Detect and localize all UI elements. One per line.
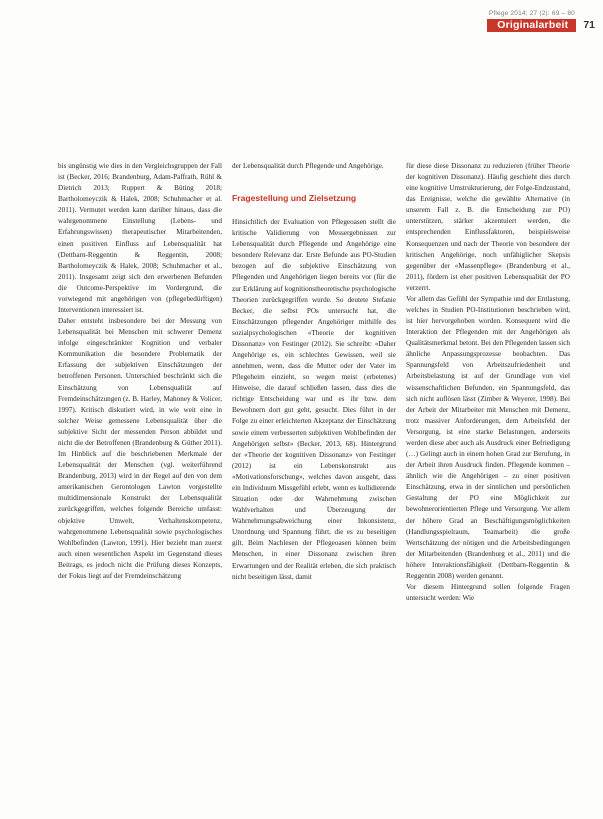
section-header <box>487 19 603 32</box>
paragraph: bis ungünstig wie dies in den Vergleichsgruppen der Fall ist (Becker, 2016; Brandenburg, Adam-Paffrath, Rühl & Dietrich 2013; Ruppert & Büting 2018; Bartholomeyczik & Halek, 2008; Schuhmacher et al. 2011). Vermutet werden kann darüber hinaus, dass die wahrgenommene Einstellung (Lebens- und Erfahrungswissen) therapeutischer Mitarbeitenden, einen positiven Einfluss auf Lebensqualität hat (Dettbarn-Reggentin & Reggentin, 2008; Bartholomeyczik & Halek, 2008; Schuhmacher et al., 2011). Insgesamt zeigt sich den erwerbenen Befunden die Outcome-Perspektive im Vordergrund, die vorwiegend mit angehörigen von (pflegebedürftigen) Interventionen interessiert ist. <box>58 162 222 315</box>
paragraph: für diese diese Dissonanz zu reduzieren (früher Theorie der kognitiven Dissonanz). Häufig geschieht dies durch eine kognitive Umstrukturierung, der Folge-Endzustand, das Ereignisse, welche die gewählte Alternative (in unserem Fall z. B. die Entscheidung zur PO) unterstützen, stärker akzentuiert werden, die entsprechenden Einflussfaktoren, beispielsweise Konsequenzen und nach der Theorie von besondere der kritischen Angehörige, noch unfähiglicher Skepsis gegenüber der «Massenpflege» (Brandenburg et al., 2011), fördern ist eher positiven Lebensqualität der PO verzerrt. <box>406 162 570 292</box>
paragraph: Hinsichtlich der Evaluation von Pflegeoasen stellt die kritische Validierung von Messergebnissen zur Lebensqualität durch Pflegende und Angehörige eine besondere Relevanz dar. Erste Befunde aus PO-Studien bezogen auf die subjektive Einschätzung von Pflegenden und Angehörigen liegen bereits vor (für die zur Erklärung auf kognitionstheoretische psychologische Theorien zurückgegriffen wurde. So deutete Stefanie Becker, die selbst POs untersucht hat, die Einschätzungen pflegender Angehöriger mithilfe des sozialpsychologischen «Theorie der kognitiven Dissonanz» von Festinger (2012). Sie schreibt: «Daher Angehörige es, ein schlechtes Gewissen, weil sie annehmen, wenn, dass die Mutter oder der Vater im Pflegeheim einzieht, so wegen meist (erbetenes) Hinweise, die darauf schließen lassen, dass dies die richtige Entscheidung war und es ihr bzw. dem Bewohnern dort gut geht, gesucht. Dies führt in der Folge zu einer erleichterten Akzeptanz der Einschätzung sowie einem verbesserten subjektiven Wohlbefinden der Angehörigen selbst» (Becker, 2013, 68). Hintergrund der «Theorie der kognitiven Dissonanz» von Festinger (2012) ist ein Lebenskonstrukt aus «Motivationsforschung», welches davon ausgeht, dass ein Individuum Missgefühl erlebt, wenn es kollidierende Situation oder der Wahrnehmung zwischen Wahlverhalten und Überzeugung der Wahrnehmungsabweichung einer Inkonsistenz, Unordnung und Spannung führt, die es zu beseitigen gilt. Beim Nachlesen der Pflegeoasen können beim Menschen, in einer Dissonanz zwischen ihren Erwartungen und der Realität erleben, die sich praktisch nicht beseitigen lässt, damit <box>232 218 396 581</box>
page-number: 71 <box>576 19 603 32</box>
section-label: Originalarbeit <box>487 19 576 32</box>
running-head: Pflege 2014; 27 (2): 69 – 80 <box>488 10 575 17</box>
paragraph: Daher entsteht insbesondere bei der Messung von Lebensqualität bei Menschen mit schwerer Demenz infolge eingeschränkter Kognition und verbaler Kommunikation die besondere Problematik der Erfassung der subjektiven Einschätzungen der betroffenen Personen. Unterschied beschränkt sich die Einschätzung von Lebensqualität auf Fremdeinschätzungen (z. B. Harley, Mahoney & Volicer, 1997). Kritisch diskutiert wird, in wie weit eine in solcher Weise gemessene Lebensqualität über die subjektive Sicht der messenden Person abbildet und nicht die der Betroffenen (Brandenburg & Güther 2011). Im Hinblick auf die beschriebenen Merkmale der Lebensqualität der Menschen (vgl. weiterführend Brandenburg, 2013) wird in der Regel auf den von dem amerikanischen Gerontologen Lawton vorgestellte multidimensionale Konstrukt der Lebensqualität zurückgegriffen, welches folgende Bereiche umfasst: objektive Umwelt, Verhaltenskompetenz, wahrgenommene Lebensqualität sowie psychologisches Wohlbefinden (Lawton, 1991). Hier bezieht man zuerst auch einen wesentlichen Aspekt im Gegenstand dieses Beitrags, es jedoch nicht die Prüfung dieses Konzepts, der Fokus liegt auf der Fremdeinschätzung <box>58 317 222 580</box>
section-heading: Fragestellung und Zielsetzung <box>232 193 357 204</box>
text-column-1 <box>58 161 222 582</box>
paragraph: Vor allem das Gefühl der Sympathie und der Entlastung, welches in Studien PO-Institutionen beschrieben wird, ist hier hervorgehoben worden. Konsequent wird die Interaktion der Pflegenden mit der Angehörigen als Qualitätsmerkmal betont. Bei den Pflegenden lassen sich ähnliche Anpassungsprozesse beobachten. Das Spannungsfeld von Arbeitszufriedenheit und Arbeitsbelastung ist auf der Grundlage von viel wissenschaftlichen Befunden, ein Spannungsfeld, das sich nicht auflösen lässt (Zimber & Weyerer, 1998). Bei der Arbeit der Mitarbeiter mit Menschen mit Demenz, trotz massiver Anforderungen, dem Arbeitsfeld der Versorgung, ist eine starke Belastungen, anderseits werden diese aber auch als Ausdruck einer Befriedigung (…) Gelingt auch in einem hohen Grad zur Berufung, in der Arbeit ihren Ausdruck finden. Pflegende kommen – ähnlich wie die Angehörigen – zu einer positiven Einschätzung, etwa in der sinnlichen und persönlichen Gestaltung der PO eine Möglichkeit zur bewohnerorientierten Pflege und Versorgung. Vor allem der höhere Grad an Beschäftigungsmöglichkeiten (Handlungsspielraum, Teamarbeit) die große Wertschätzung der nötigen und die Arbeitsbedingungen der Mitarbeitenden (Brandenburg et al., 2011) und die höhere Interaktionsfähigkeit (Dettbarn-Reggentin & Reggentin 2008) werden genannt. <box>406 294 570 580</box>
text-column-3 <box>406 161 570 604</box>
paragraph: der Lebensqualität durch Pflegende und Angehörige. <box>232 162 384 170</box>
paragraph: Vor diesem Hintergrund sollen folgende Fragen untersucht werden: Wie <box>406 582 570 603</box>
text-column-2 <box>232 161 396 583</box>
